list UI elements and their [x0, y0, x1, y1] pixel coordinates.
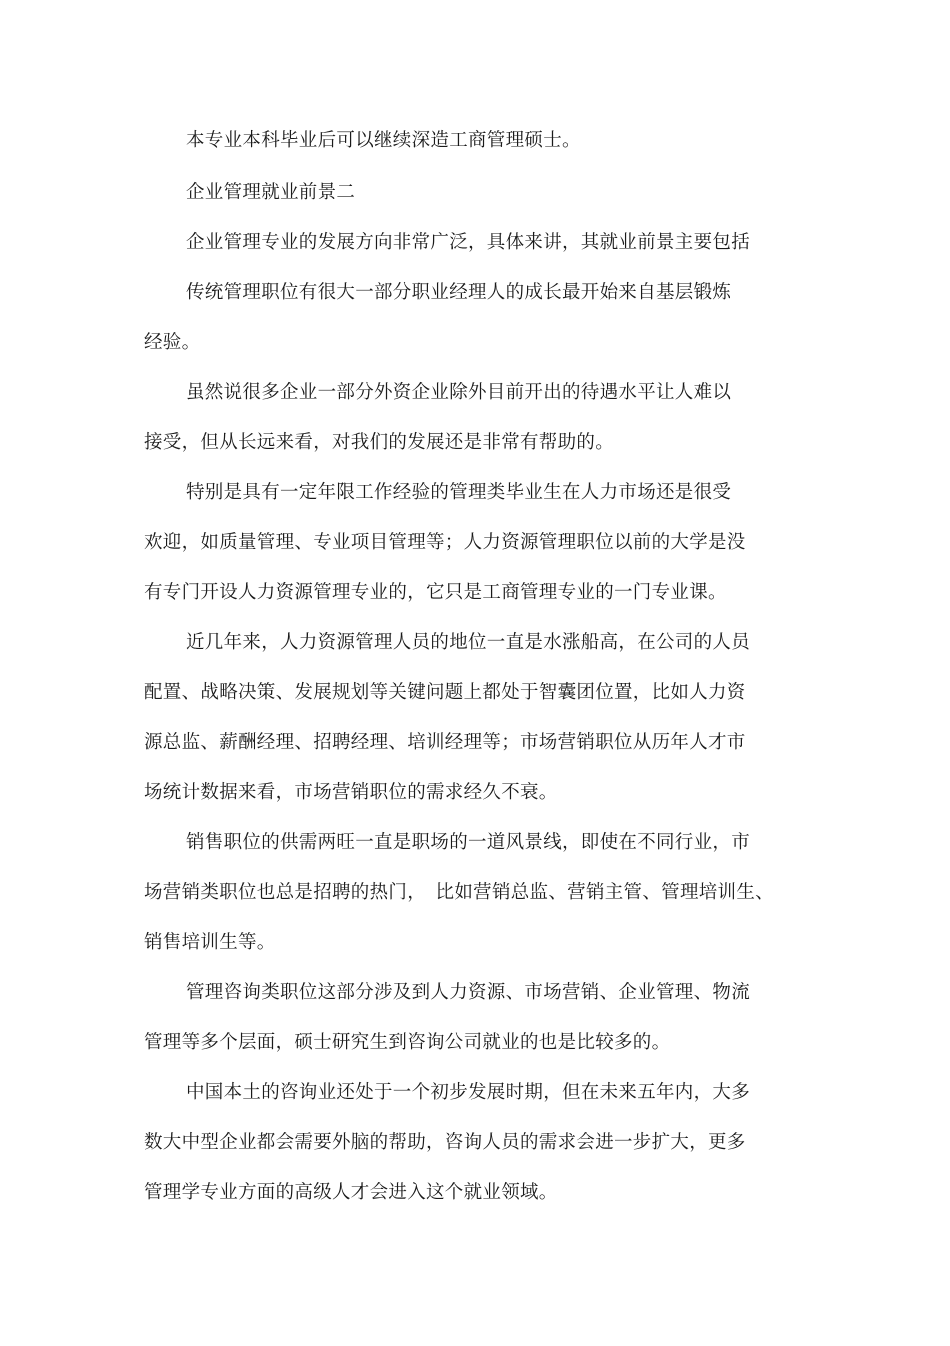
text-line: 销售培训生等。 [144, 932, 276, 953]
text-line: 近几年来，人力资源管理人员的地位一直是水涨船高，在公司的人员 [186, 632, 751, 653]
text-line: 传统管理职位有很大一部分职业经理人的成长最开始来自基层锻炼 [186, 282, 732, 303]
text-line: 中国本土的咨询业还处于一个初步发展时期，但在未来五年内，大多 [186, 1082, 751, 1103]
text-line: 数大中型企业都会需要外脑的帮助，咨询人员的需求会进一步扩大，更多 [144, 1132, 746, 1153]
text-line: 本专业本科毕业后可以继续深造工商管理硕士。 [186, 130, 581, 151]
text-line: 企业管理专业的发展方向非常广泛，具体来讲，其就业前景主要包括 [186, 232, 751, 253]
text-line: 管理咨询类职位这部分涉及到人力资源、市场营销、企业管理、物流 [186, 982, 751, 1003]
text-line: 场统计数据来看，市场营销职位的需求经久不衰。 [144, 782, 558, 803]
text-line: 虽然说很多企业一部分外资企业除外目前开出的待遇水平让人难以 [186, 382, 732, 403]
text-line: 经验。 [144, 332, 201, 353]
text-line: 欢迎，如质量管理、专业项目管理等；人力资源管理职位以前的大学是没 [144, 532, 746, 553]
text-line: 配置、战略决策、发展规划等关键问题上都处于智囊团位置，比如人力资 [144, 682, 746, 703]
text-line: 管理学专业方面的高级人才会进入这个就业领域。 [144, 1182, 558, 1203]
text-line: 销售职位的供需两旺一直是职场的一道风景线，即使在不同行业，市 [186, 832, 751, 853]
text-line: 特别是具有一定年限工作经验的管理类毕业生在人力市场还是很受 [186, 482, 732, 503]
section-heading: 企业管理就业前景二 [186, 182, 356, 203]
text-line: 接受，但从长远来看，对我们的发展还是非常有帮助的。 [144, 432, 615, 453]
text-line: 场营销类职位也总是招聘的热门， 比如营销总监、营销主管、管理培训生、 [144, 882, 774, 903]
text-line: 有专门开设人力资源管理专业的，它只是工商管理专业的一门专业课。 [144, 582, 727, 603]
text-line: 源总监、薪酬经理、招聘经理、培训经理等；市场营销职位从历年人才市 [144, 732, 746, 753]
text-line: 管理等多个层面，硕士研究生到咨询公司就业的也是比较多的。 [144, 1032, 671, 1053]
